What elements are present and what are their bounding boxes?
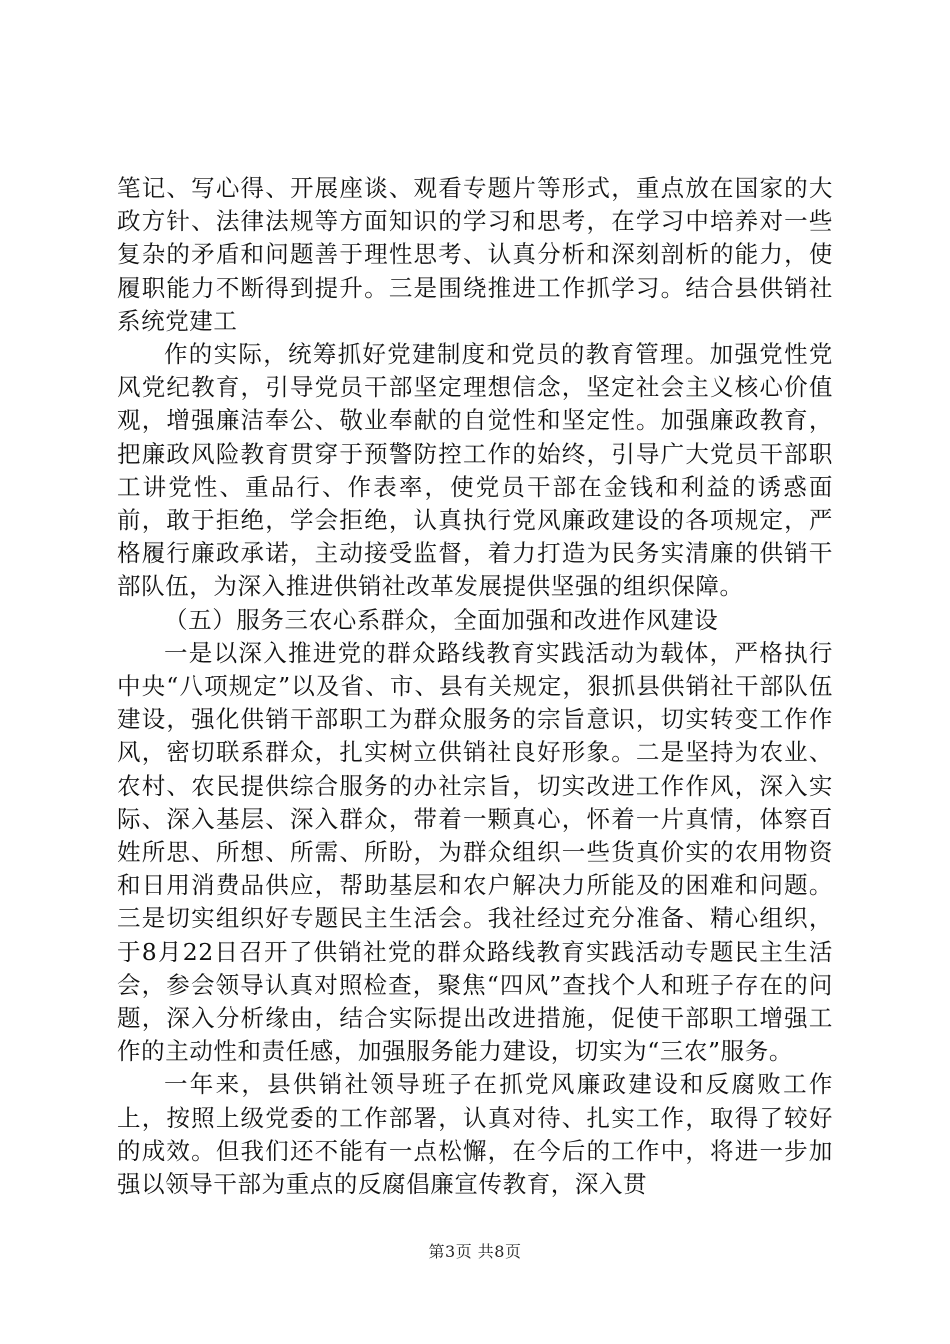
paragraph-year-summary: 一年来，县供销社领导班子在抓党风廉政建设和反腐败工作上，按照上级党委的工作部署，认真对待、扎实工作，取得了较好的成效。但我们还不能有一点松懈，在今后的工作中，将进一步加强以领导干部为重点的反腐倡廉宣传教育，深入贯	[117, 1070, 833, 1199]
paragraph-work-style: 一是以深入推进党的群众路线教育实践活动为载体，严格执行中央“八项规定”以及省、市、县有关规定，狠抓县供销社干部队伍建设，强化供销干部职工为群众服务的宗旨意识，切实转变工作作风，密切联系群众，扎实树立供销社良好形象。二是坚持为农业、农村、农民提供综合服务的办社宗旨，切实改进工作作风，深入实际、深入基层、深入群众，带着一颗真心，怀着一片真情，体察百姓所思、所想、所需、所盼，为群众组织一些货真价实的农用物资和日用消费品供应，帮助基层和农户解决力所能及的困难和问题。三是切实组织好专题民主生活会。我社经过充分准备、精心组织，于8月22日召开了供销社党的群众路线教育实践活动专题民主生活会，参会领导认真对照检查，聚焦“四风”查找个人和班子存在的问题，深入分析缘由，结合实际提出改进措施，促使干部职工增强工作的主动性和责任感，加强服务能力建设，切实为“三农”服务。	[117, 638, 833, 1066]
paragraph-party-building: 作的实际，统筹抓好党建制度和党员的教育管理。加强党性党风党纪教育，引导党员干部坚定理想信念，坚定社会主义核心价值观，增强廉洁奉公、敬业奉献的自觉性和坚定性。加强廉政教育，把廉政风险教育贯穿于预警防控工作的始终，引导广大党员干部职工讲党性、重品行、作表率，使党员干部在金钱和利益的诱惑面前，敢于拒绝，学会拒绝，认真执行党风廉政建设的各项规定，严格履行廉政承诺，主动接受监督，着力打造为民务实清廉的供销干部队伍，为深入推进供销社改革发展提供坚强的组织保障。	[117, 340, 833, 601]
paragraph-study-methods: 笔记、写心得、开展座谈、观看专题片等形式，重点放在国家的大政方针、法律法规等方面知识的学习和思考，在学习中培养对一些复杂的矛盾和问题善于理性思考、认真分析和深刻剖析的能力，使履职能力不断得到提升。三是围绕推进工作抓学习。结合县供销社系统党建工	[117, 174, 833, 335]
document-body	[117, 172, 833, 1201]
section-heading-five: （五）服务三农心系群众，全面加强和改进作风建设	[164, 605, 719, 634]
page-number-footer: 第3页 共8页	[428, 1242, 522, 1261]
